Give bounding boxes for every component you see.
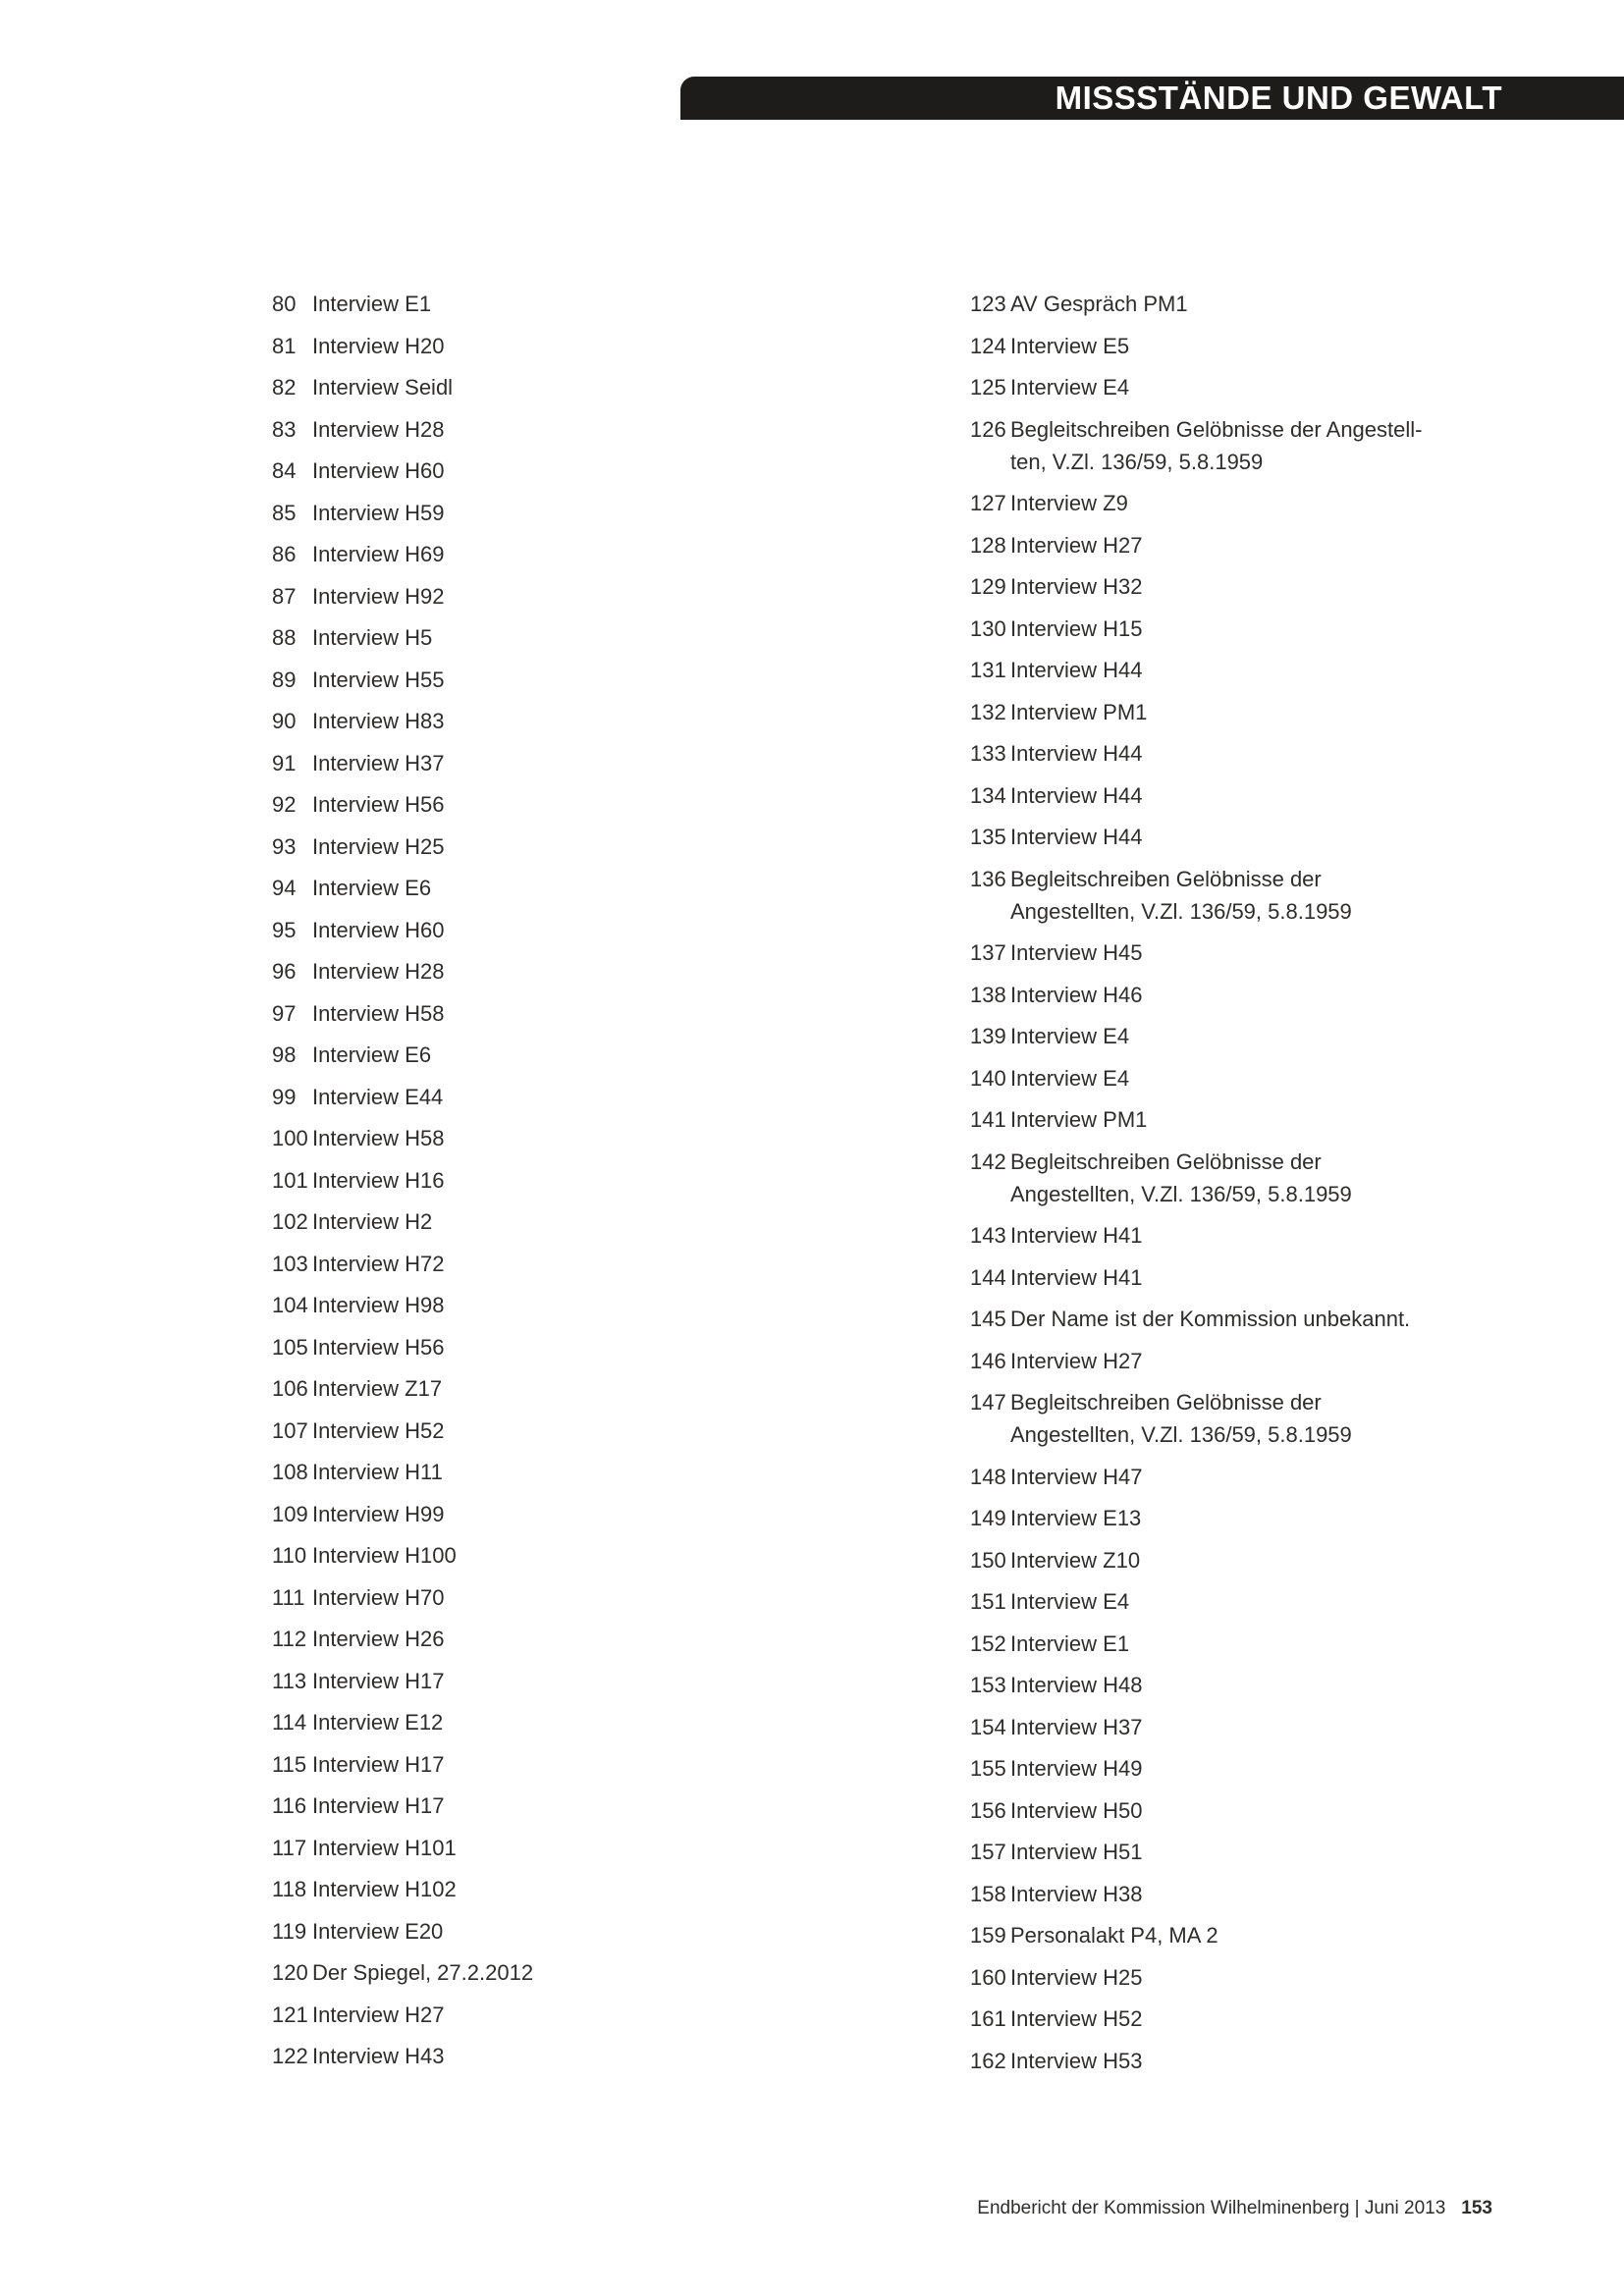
endnote-text: Interview Z17 [312, 1376, 443, 1401]
endnote-number: 134 [970, 782, 1006, 808]
endnote-item [272, 1748, 920, 1781]
endnote-item [970, 1919, 1598, 1951]
endnote-item [970, 529, 1598, 561]
endnote-text: Interview H98 [312, 1293, 445, 1317]
endnote-item [272, 1623, 920, 1655]
endnote-item [272, 580, 920, 613]
endnote-number: 124 [970, 333, 1006, 358]
endnote-text: Interview H60 [312, 917, 445, 942]
endnote-item [970, 2002, 1598, 2035]
endnote-number: 88 [272, 625, 297, 650]
endnote-item [970, 1103, 1598, 1136]
endnote-item [970, 1669, 1598, 1701]
endnote-text: Interview H48 [1010, 1673, 1143, 1697]
endnote-item [272, 1539, 920, 1572]
endnote-text: Der Name ist der Kommission unbekannt. [1010, 1307, 1411, 1331]
endnote-text: Interview H41 [1010, 1264, 1143, 1290]
endnote-number: 157 [970, 1840, 1006, 1864]
endnote-item [272, 1873, 920, 1905]
endnote-number: 127 [970, 491, 1006, 515]
endnote-number: 155 [970, 1756, 1006, 1781]
endnote-number: 112 [272, 1627, 307, 1651]
endnote-item [272, 621, 920, 654]
endnote-text: Interview E1 [312, 292, 432, 316]
endnote-text: Interview E1 [1010, 1630, 1130, 1656]
section-header-banner [680, 77, 1624, 120]
endnote-item [970, 288, 1598, 320]
endnote-number: 128 [970, 532, 1006, 558]
endnote-item [272, 1498, 920, 1530]
endnote-item [970, 2045, 1598, 2077]
endnote-text: Interview H11 [312, 1460, 443, 1484]
endnote-item [272, 1665, 920, 1697]
endnote-item [272, 705, 920, 737]
endnote-item [272, 1456, 920, 1488]
endnote-item [970, 1961, 1598, 1994]
endnote-text: Interview H17 [312, 1668, 445, 1693]
endnote-item [272, 538, 920, 570]
endnote-number: 145 [970, 1307, 1006, 1331]
endnote-number: 146 [970, 1348, 1006, 1373]
endnote-item [272, 1999, 920, 2031]
endnote-text: Interview H37 [312, 750, 445, 775]
endnote-text: Interview H20 [312, 333, 445, 358]
endnote-text: Interview H83 [312, 709, 445, 733]
endnote-item [970, 1386, 1598, 1451]
endnote-item [272, 454, 920, 487]
endnote-number: 114 [272, 1710, 307, 1735]
endnote-item [272, 1415, 920, 1447]
endnote-text: Interview E6 [312, 876, 432, 900]
endnote-number: 152 [970, 1630, 1006, 1656]
endnote-item [272, 497, 920, 529]
footer-text: Endbericht der Kommission Wilhelminenberg | Juni 2013 [977, 2198, 1446, 2218]
endnote-text: Interview E44 [312, 1084, 444, 1109]
endnote-text: Begleitschreiben Gelöbnisse der Angestellten, V.Zl. 136/59, 5.8.1959 [1010, 1390, 1352, 1447]
endnote-number: 109 [272, 1501, 308, 1526]
endnote-item [272, 1122, 920, 1154]
endnote-text: Interview Z9 [1010, 491, 1128, 515]
endnote-text: Interview H15 [1010, 615, 1143, 641]
endnote-number: 97 [272, 1000, 297, 1026]
endnote-number: 138 [970, 982, 1006, 1007]
endnote-number: 120 [272, 1960, 308, 1985]
endnote-number: 80 [272, 292, 297, 316]
endnote-number: 133 [970, 741, 1006, 766]
endnote-number: 83 [272, 416, 297, 442]
endnote-text: Interview H2 [312, 1209, 433, 1234]
endnote-item [272, 413, 920, 446]
endnote-item [970, 1303, 1598, 1335]
endnote-text: Interview Z10 [1010, 1547, 1141, 1573]
endnote-item [970, 1711, 1598, 1743]
endnote-number: 106 [272, 1376, 308, 1401]
endnote-number: 108 [272, 1460, 308, 1484]
endnote-item [970, 821, 1598, 853]
endnote-number: 105 [272, 1334, 308, 1360]
endnote-item [272, 1081, 920, 1113]
endnote-number: 156 [970, 1797, 1006, 1823]
page-number: 153 [1461, 2198, 1492, 2218]
endnote-number: 95 [272, 917, 297, 942]
endnote-text: Interview E13 [1010, 1506, 1142, 1530]
endnote-number: 107 [272, 1417, 308, 1443]
endnote-text: Interview E4 [1010, 1024, 1130, 1048]
endnote-item [970, 979, 1598, 1011]
endnote-number: 140 [970, 1065, 1006, 1091]
endnote-number: 122 [272, 2044, 308, 2068]
endnote-item [970, 613, 1598, 645]
endnote-item [970, 1261, 1598, 1294]
endnote-text: Interview H38 [1010, 1881, 1143, 1906]
endnote-item [272, 914, 920, 946]
endnote-number: 117 [272, 1835, 307, 1860]
endnote-text: Interview H28 [312, 416, 445, 442]
endnote-number: 121 [272, 2002, 308, 2027]
endnote-number: 149 [970, 1506, 1006, 1530]
endnote-item [272, 1164, 920, 1197]
endnote-number: 87 [272, 583, 297, 609]
endnote-text: Begleitschreiben Gelöbnisse der Angestell- ten, V.Zl. 136/59, 5.8.1959 [1010, 416, 1423, 474]
page-footer [0, 2196, 1492, 2221]
endnote-item [970, 936, 1598, 969]
endnote-item [272, 830, 920, 863]
endnote-text: Interview H44 [1010, 825, 1143, 849]
endnote-number: 119 [272, 1918, 307, 1944]
endnote-text: Der Spiegel, 27.2.2012 [312, 1960, 534, 1985]
endnote-item [970, 1585, 1598, 1618]
endnote-number: 96 [272, 959, 297, 984]
endnote-text: Interview E4 [1010, 1589, 1130, 1614]
endnote-item [970, 1461, 1598, 1493]
endnote-item [272, 371, 920, 403]
endnote-text: Interview E20 [312, 1918, 444, 1944]
endnote-item [272, 1706, 920, 1738]
endnote-number: 131 [970, 658, 1006, 682]
endnote-number: 118 [272, 1877, 307, 1901]
endnote-number: 115 [272, 1751, 307, 1777]
endnote-item [272, 2040, 920, 2072]
endnote-text: Interview H37 [1010, 1714, 1143, 1739]
endnote-number: 84 [272, 458, 297, 483]
endnote-text: Interview H60 [312, 458, 445, 483]
endnote-number: 153 [970, 1673, 1006, 1697]
endnote-item [970, 1020, 1598, 1052]
endnote-number: 103 [272, 1251, 308, 1276]
endnote-text: Interview E12 [312, 1710, 444, 1735]
endnote-text: Interview H92 [312, 583, 445, 609]
endnote-number: 125 [970, 375, 1006, 400]
endnote-number: 161 [970, 2006, 1006, 2031]
endnote-item [272, 1372, 920, 1405]
endnote-item [970, 1752, 1598, 1785]
endnote-number: 93 [272, 833, 297, 859]
endnote-number: 143 [970, 1223, 1006, 1248]
endnote-text: Interview E6 [312, 1042, 432, 1067]
endnote-text: Interview H27 [1010, 1348, 1143, 1373]
endnote-item [970, 1544, 1598, 1576]
endnote-item [970, 413, 1598, 478]
endnote-item [970, 330, 1598, 362]
endnote-item [272, 788, 920, 821]
endnote-number: 91 [272, 750, 297, 775]
endnote-text: Begleitschreiben Gelöbnisse der Angestellten, V.Zl. 136/59, 5.8.1959 [1010, 866, 1352, 924]
endnote-text: Personalakt P4, MA 2 [1010, 1923, 1218, 1948]
endnote-number: 110 [272, 1543, 307, 1568]
endnote-text: Interview H56 [312, 792, 445, 817]
endnotes-left-column [272, 288, 920, 2082]
endnote-item [970, 1062, 1598, 1095]
endnote-text: Interview H44 [1010, 741, 1143, 766]
endnote-number: 99 [272, 1084, 297, 1109]
endnote-number: 159 [970, 1923, 1006, 1948]
endnote-text: Interview H55 [312, 667, 445, 692]
endnote-text: Interview H53 [1010, 2048, 1143, 2073]
endnote-item [272, 997, 920, 1030]
endnote-text: Interview H59 [312, 500, 445, 525]
endnote-item [272, 1581, 920, 1614]
endnote-number: 123 [970, 292, 1006, 316]
endnote-item [970, 570, 1598, 603]
endnote-item [970, 1219, 1598, 1252]
endnote-text: Interview H58 [312, 1126, 445, 1150]
endnote-number: 100 [272, 1126, 308, 1150]
endnote-number: 126 [970, 416, 1006, 442]
endnote-number: 101 [272, 1167, 308, 1193]
endnote-number: 154 [970, 1714, 1006, 1739]
endnote-number: 89 [272, 667, 297, 692]
endnote-text: Interview H25 [312, 833, 445, 859]
endnote-text: Interview H52 [312, 1417, 445, 1443]
endnote-number: 151 [970, 1589, 1006, 1614]
endnote-number: 86 [272, 542, 297, 566]
endnote-item [970, 371, 1598, 403]
endnote-item [970, 1502, 1598, 1534]
endnote-number: 92 [272, 792, 297, 817]
endnote-text: Interview H70 [312, 1584, 445, 1610]
endnote-text: Interview H56 [312, 1334, 445, 1360]
endnote-number: 137 [970, 940, 1006, 965]
endnote-item [970, 1628, 1598, 1660]
endnote-item [272, 664, 920, 696]
endnote-text: Interview H50 [1010, 1797, 1143, 1823]
endnote-item [970, 737, 1598, 770]
endnote-item [272, 747, 920, 779]
endnote-number: 129 [970, 574, 1006, 599]
endnote-text: Interview H51 [1010, 1840, 1143, 1864]
endnote-text: Interview E4 [1010, 1065, 1130, 1091]
endnote-text: Interview H27 [312, 2002, 445, 2027]
endnote-item [272, 872, 920, 904]
endnote-text: Interview H16 [312, 1167, 445, 1193]
endnote-number: 160 [970, 1964, 1006, 1990]
endnote-text: Interview H43 [312, 2044, 445, 2068]
endnote-number: 132 [970, 699, 1006, 724]
endnote-number: 116 [272, 1793, 307, 1818]
endnote-item [272, 1956, 920, 1989]
endnote-text: Interview H46 [1010, 982, 1143, 1007]
section-title: MISSSTÄNDE UND GEWALT [1055, 80, 1502, 116]
endnote-text: Interview H101 [312, 1835, 457, 1860]
endnote-item [272, 1205, 920, 1238]
endnote-number: 102 [272, 1209, 308, 1234]
endnote-text: Interview PM1 [1010, 1107, 1148, 1132]
endnote-number: 90 [272, 709, 297, 733]
endnote-item [272, 1915, 920, 1948]
endnote-text: Interview H99 [312, 1501, 445, 1526]
endnote-text: Interview H45 [1010, 940, 1143, 965]
endnote-text: AV Gespräch PM1 [1010, 292, 1188, 316]
endnote-text: Interview H102 [312, 1877, 457, 1901]
endnote-item [970, 654, 1598, 686]
endnote-item [272, 1248, 920, 1280]
endnote-text: Interview H44 [1010, 782, 1143, 808]
endnote-text: Interview H26 [312, 1627, 445, 1651]
endnote-text: Interview H52 [1010, 2006, 1143, 2031]
endnote-number: 162 [970, 2048, 1006, 2073]
endnote-text: Interview H72 [312, 1251, 445, 1276]
endnote-item [970, 1836, 1598, 1868]
endnote-item [272, 955, 920, 988]
endnote-text: Interview H27 [1010, 532, 1143, 558]
endnote-number: 147 [970, 1390, 1006, 1415]
endnote-number: 144 [970, 1264, 1006, 1290]
endnote-item [970, 779, 1598, 812]
endnote-text: Interview H44 [1010, 658, 1143, 682]
endnote-number: 142 [970, 1148, 1006, 1174]
endnote-number: 85 [272, 500, 297, 525]
endnote-number: 111 [272, 1584, 305, 1610]
endnote-text: Interview H47 [1010, 1464, 1143, 1489]
endnote-number: 104 [272, 1293, 308, 1317]
endnote-number: 150 [970, 1547, 1006, 1573]
endnote-item [272, 288, 920, 320]
endnote-item [970, 487, 1598, 519]
endnotes-right-column [970, 288, 1598, 2086]
endnote-number: 135 [970, 825, 1006, 849]
endnote-number: 136 [970, 866, 1006, 891]
endnote-number: 148 [970, 1464, 1006, 1489]
endnote-item [970, 1146, 1598, 1210]
endnote-number: 139 [970, 1024, 1006, 1048]
endnote-number: 130 [970, 615, 1006, 641]
endnote-text: Interview H17 [312, 1793, 445, 1818]
endnote-text: Interview H17 [312, 1751, 445, 1777]
endnote-text: Interview H41 [1010, 1223, 1143, 1248]
endnote-item [970, 1878, 1598, 1910]
endnote-item [970, 696, 1598, 728]
endnote-number: 158 [970, 1881, 1006, 1906]
endnote-number: 98 [272, 1042, 297, 1067]
endnote-text: Interview H69 [312, 542, 445, 566]
endnote-text: Interview E5 [1010, 333, 1130, 358]
endnote-item [272, 1832, 920, 1864]
endnote-text: Interview PM1 [1010, 699, 1148, 724]
endnote-text: Interview H32 [1010, 574, 1143, 599]
endnote-item [272, 1289, 920, 1321]
endnote-number: 141 [970, 1107, 1006, 1132]
endnote-item [272, 330, 920, 362]
endnote-item [272, 1331, 920, 1363]
endnote-text: Begleitschreiben Gelöbnisse der Angestellten, V.Zl. 136/59, 5.8.1959 [1010, 1148, 1352, 1206]
endnote-item [970, 1794, 1598, 1827]
endnote-item [970, 1345, 1598, 1377]
endnote-text: Interview H49 [1010, 1756, 1143, 1781]
endnote-number: 82 [272, 375, 297, 400]
endnote-number: 113 [272, 1668, 307, 1693]
endnote-item [272, 1039, 920, 1071]
endnote-text: Interview E4 [1010, 375, 1130, 400]
endnote-text: Interview H25 [1010, 1964, 1143, 1990]
endnote-item [272, 1789, 920, 1822]
endnote-text: Interview Seidl [312, 375, 454, 400]
endnote-text: Interview H100 [312, 1543, 457, 1568]
endnote-number: 81 [272, 333, 297, 358]
endnote-item [970, 863, 1598, 928]
endnote-text: Interview H58 [312, 1000, 445, 1026]
endnote-number: 94 [272, 876, 297, 900]
endnote-text: Interview H28 [312, 959, 445, 984]
endnote-text: Interview H5 [312, 625, 433, 650]
